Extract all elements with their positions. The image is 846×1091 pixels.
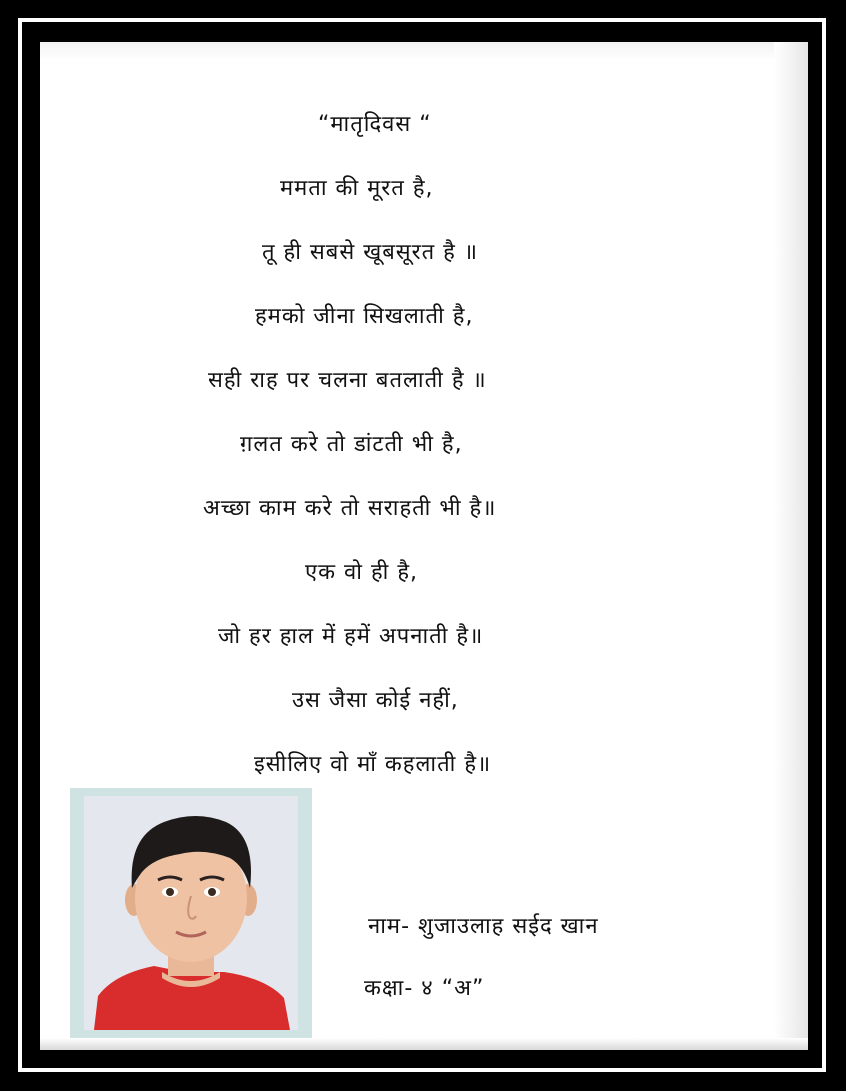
poem-title: “मातृदिवस “ [318, 112, 432, 137]
student-name: नाम- शुजाउलाह सईद खान [368, 914, 599, 939]
poem-line-8: जो हर हाल में हमें अपनाती है॥ [218, 624, 484, 649]
student-photo [70, 788, 312, 1038]
student-class: कक्षा- ४ “अ” [364, 976, 485, 1001]
poem-line-7: एक वो ही है, [305, 560, 419, 585]
page-shadow-right [774, 42, 808, 1050]
poem-line-4: सही राह पर चलना बतलाती है ॥ [208, 368, 487, 393]
page-shadow-top [40, 42, 808, 60]
page-shadow-bottom [40, 1038, 808, 1050]
student-photo-image [84, 796, 298, 1030]
poem-line-1: ममता की मूरत है, [280, 176, 434, 201]
poem-line-9: उस जैसा कोई नहीं, [292, 688, 459, 713]
poem-line-2: तू ही सबसे खूबसूरत है ॥ [262, 240, 479, 265]
poem-line-10: इसीलिए वो माँ कहलाती है॥ [254, 752, 492, 777]
poem-line-6: अच्छा काम करे तो सराहती भी है॥ [203, 496, 497, 521]
poem-line-3: हमको जीना सिखलाती है, [255, 304, 474, 329]
student-portrait-illustration [84, 796, 298, 1030]
poem-line-5: ग़लत करे तो डांटती भी है, [240, 432, 463, 457]
